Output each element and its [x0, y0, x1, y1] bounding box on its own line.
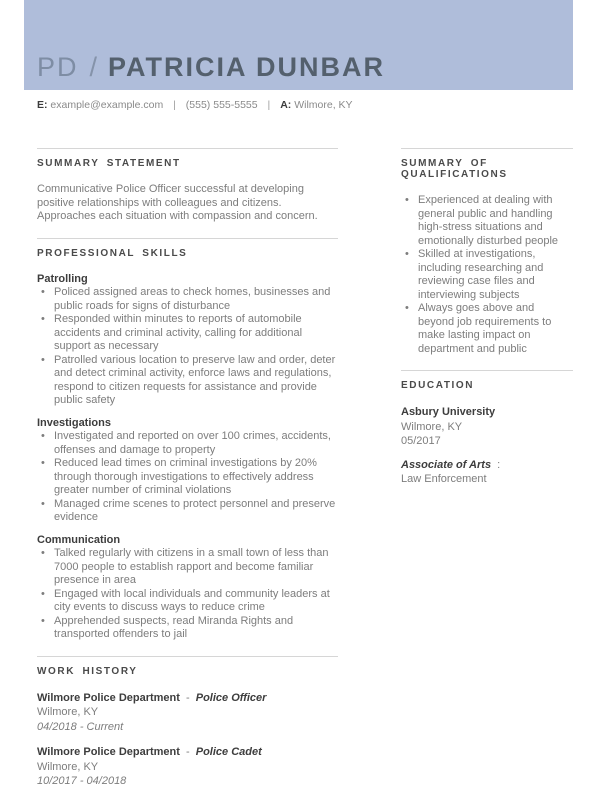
job-location: Wilmore, KY: [37, 706, 99, 718]
bullet-item: • Investigated and reported on over 100 crimes, accidents, offenses and damage to property: [37, 430, 338, 457]
job-title-line: [37, 691, 338, 706]
contact-divider: |: [267, 99, 271, 111]
professional-skills-heading: PROFESSIONAL SKILLS: [37, 247, 188, 259]
bullet-item: • Engaged with local individuals and community leaders at city events to discuss ways to reduce crime: [37, 588, 338, 615]
bullet-item: • Skilled at investigations, including researching and reviewing case files and interviewing subjects: [401, 248, 573, 302]
education-school: Asbury University: [401, 406, 496, 418]
email-value: example@example.com: [50, 99, 164, 111]
education-degree-colon: :: [497, 458, 501, 471]
bullet-item: • Experienced at dealing with general public and handling high-stress situations and emotionally disturbed people: [401, 194, 573, 248]
job-title-line: [37, 745, 338, 760]
address-value: Wilmore, KY: [294, 99, 353, 111]
contact-row: [37, 99, 600, 111]
qualifications-bullet-list: [401, 194, 573, 356]
content-columns: [37, 148, 573, 803]
bullet-item: • Responded within minutes to reports of automobile accidents and criminal activity, calling for additional support as necessary: [37, 313, 338, 354]
skill-group-patrolling: [37, 273, 338, 408]
section-summary-of-qualifications: [401, 148, 573, 356]
skill-group-title: Investigations: [37, 416, 111, 429]
monogram-slash: /: [89, 52, 98, 82]
education-degree-line: [401, 458, 573, 473]
section-summary-statement: [37, 148, 338, 224]
bullet-item: • Patrolled various location to preserve law and order, deter and detect criminal activity, enforce laws and regulations, respond to citizen requests for assistance and provide public safety: [37, 354, 338, 408]
job-dash: -: [186, 746, 190, 758]
email-label: E:: [37, 99, 48, 111]
work-history-heading: WORK HISTORY: [37, 665, 138, 677]
section-divider: [401, 148, 573, 149]
education-location: Wilmore, KY: [401, 420, 463, 433]
bullet-item: • Apprehended suspects, read Miranda Rights and transported offenders to jail: [37, 615, 338, 642]
job-company: Wilmore Police Department: [37, 691, 180, 704]
contact-divider: |: [173, 99, 176, 111]
job-company: Wilmore Police Department: [37, 746, 180, 758]
work-history-entry: [37, 745, 338, 789]
candidate-name: PATRICIA DUNBAR: [108, 52, 386, 82]
monogram-initials: PD: [37, 52, 79, 82]
address-label: A:: [280, 99, 292, 111]
phone-value: (555) 555-5555: [185, 99, 258, 111]
left-column: [37, 148, 338, 803]
section-divider: [37, 656, 338, 657]
section-work-history: [37, 656, 338, 789]
section-professional-skills: [37, 238, 338, 642]
section-divider: [401, 370, 573, 371]
job-role: Police Officer: [195, 691, 267, 704]
job-dates: 10/2017 - 04/2018: [37, 775, 127, 787]
education-heading: EDUCATION: [401, 380, 475, 391]
skill-group-title: Patrolling: [37, 272, 88, 285]
section-divider: [37, 238, 338, 239]
summary-statement-text: Communicative Police Officer successful at developing positive relationships with colleagues and citizens. Approaches each situation with compassion and concern.: [37, 183, 318, 222]
bullet-item: • Policed assigned areas to check homes, businesses and public roads for signs of disturbance: [37, 286, 338, 313]
summary-statement-heading: SUMMARY STATEMENT: [37, 158, 181, 169]
job-dash: -: [186, 691, 190, 704]
job-dates: 04/2018 - Current: [37, 720, 124, 733]
job-role: Police Cadet: [195, 746, 262, 758]
skill-bullet-list: [37, 286, 338, 408]
skill-bullet-list: [37, 547, 338, 642]
job-location: Wilmore, KY: [37, 760, 99, 773]
section-divider: [37, 148, 338, 149]
section-education: [401, 370, 573, 487]
skill-group-investigations: [37, 417, 338, 525]
qualifications-heading: SUMMARY OF QUALIFICATIONS: [401, 158, 508, 180]
bullet-item: • Managed crime scenes to protect personnel and preserve evidence: [37, 498, 338, 525]
skill-bullet-list: [37, 430, 338, 525]
bullet-item: • Always goes above and beyond job requirements to make lasting impact on department and public: [401, 302, 573, 356]
bullet-item: • Reduced lead times on criminal investigations by 20% through thorough investigations to effectively address greater number of criminal violations: [37, 457, 338, 498]
education-date: 05/2017: [401, 435, 441, 447]
education-entry: [401, 405, 573, 487]
skill-group-title: Communication: [37, 533, 121, 546]
skill-group-communication: [37, 534, 338, 642]
right-column: [401, 148, 573, 803]
bullet-item: • Talked regularly with citizens in a small town of less than 7000 people to establish rapport and become familiar presence in area: [37, 547, 338, 588]
work-history-entry: [37, 691, 338, 735]
education-field: Law Enforcement: [401, 473, 487, 485]
education-degree: Associate of Arts: [401, 458, 492, 471]
header-band: [24, 0, 573, 90]
